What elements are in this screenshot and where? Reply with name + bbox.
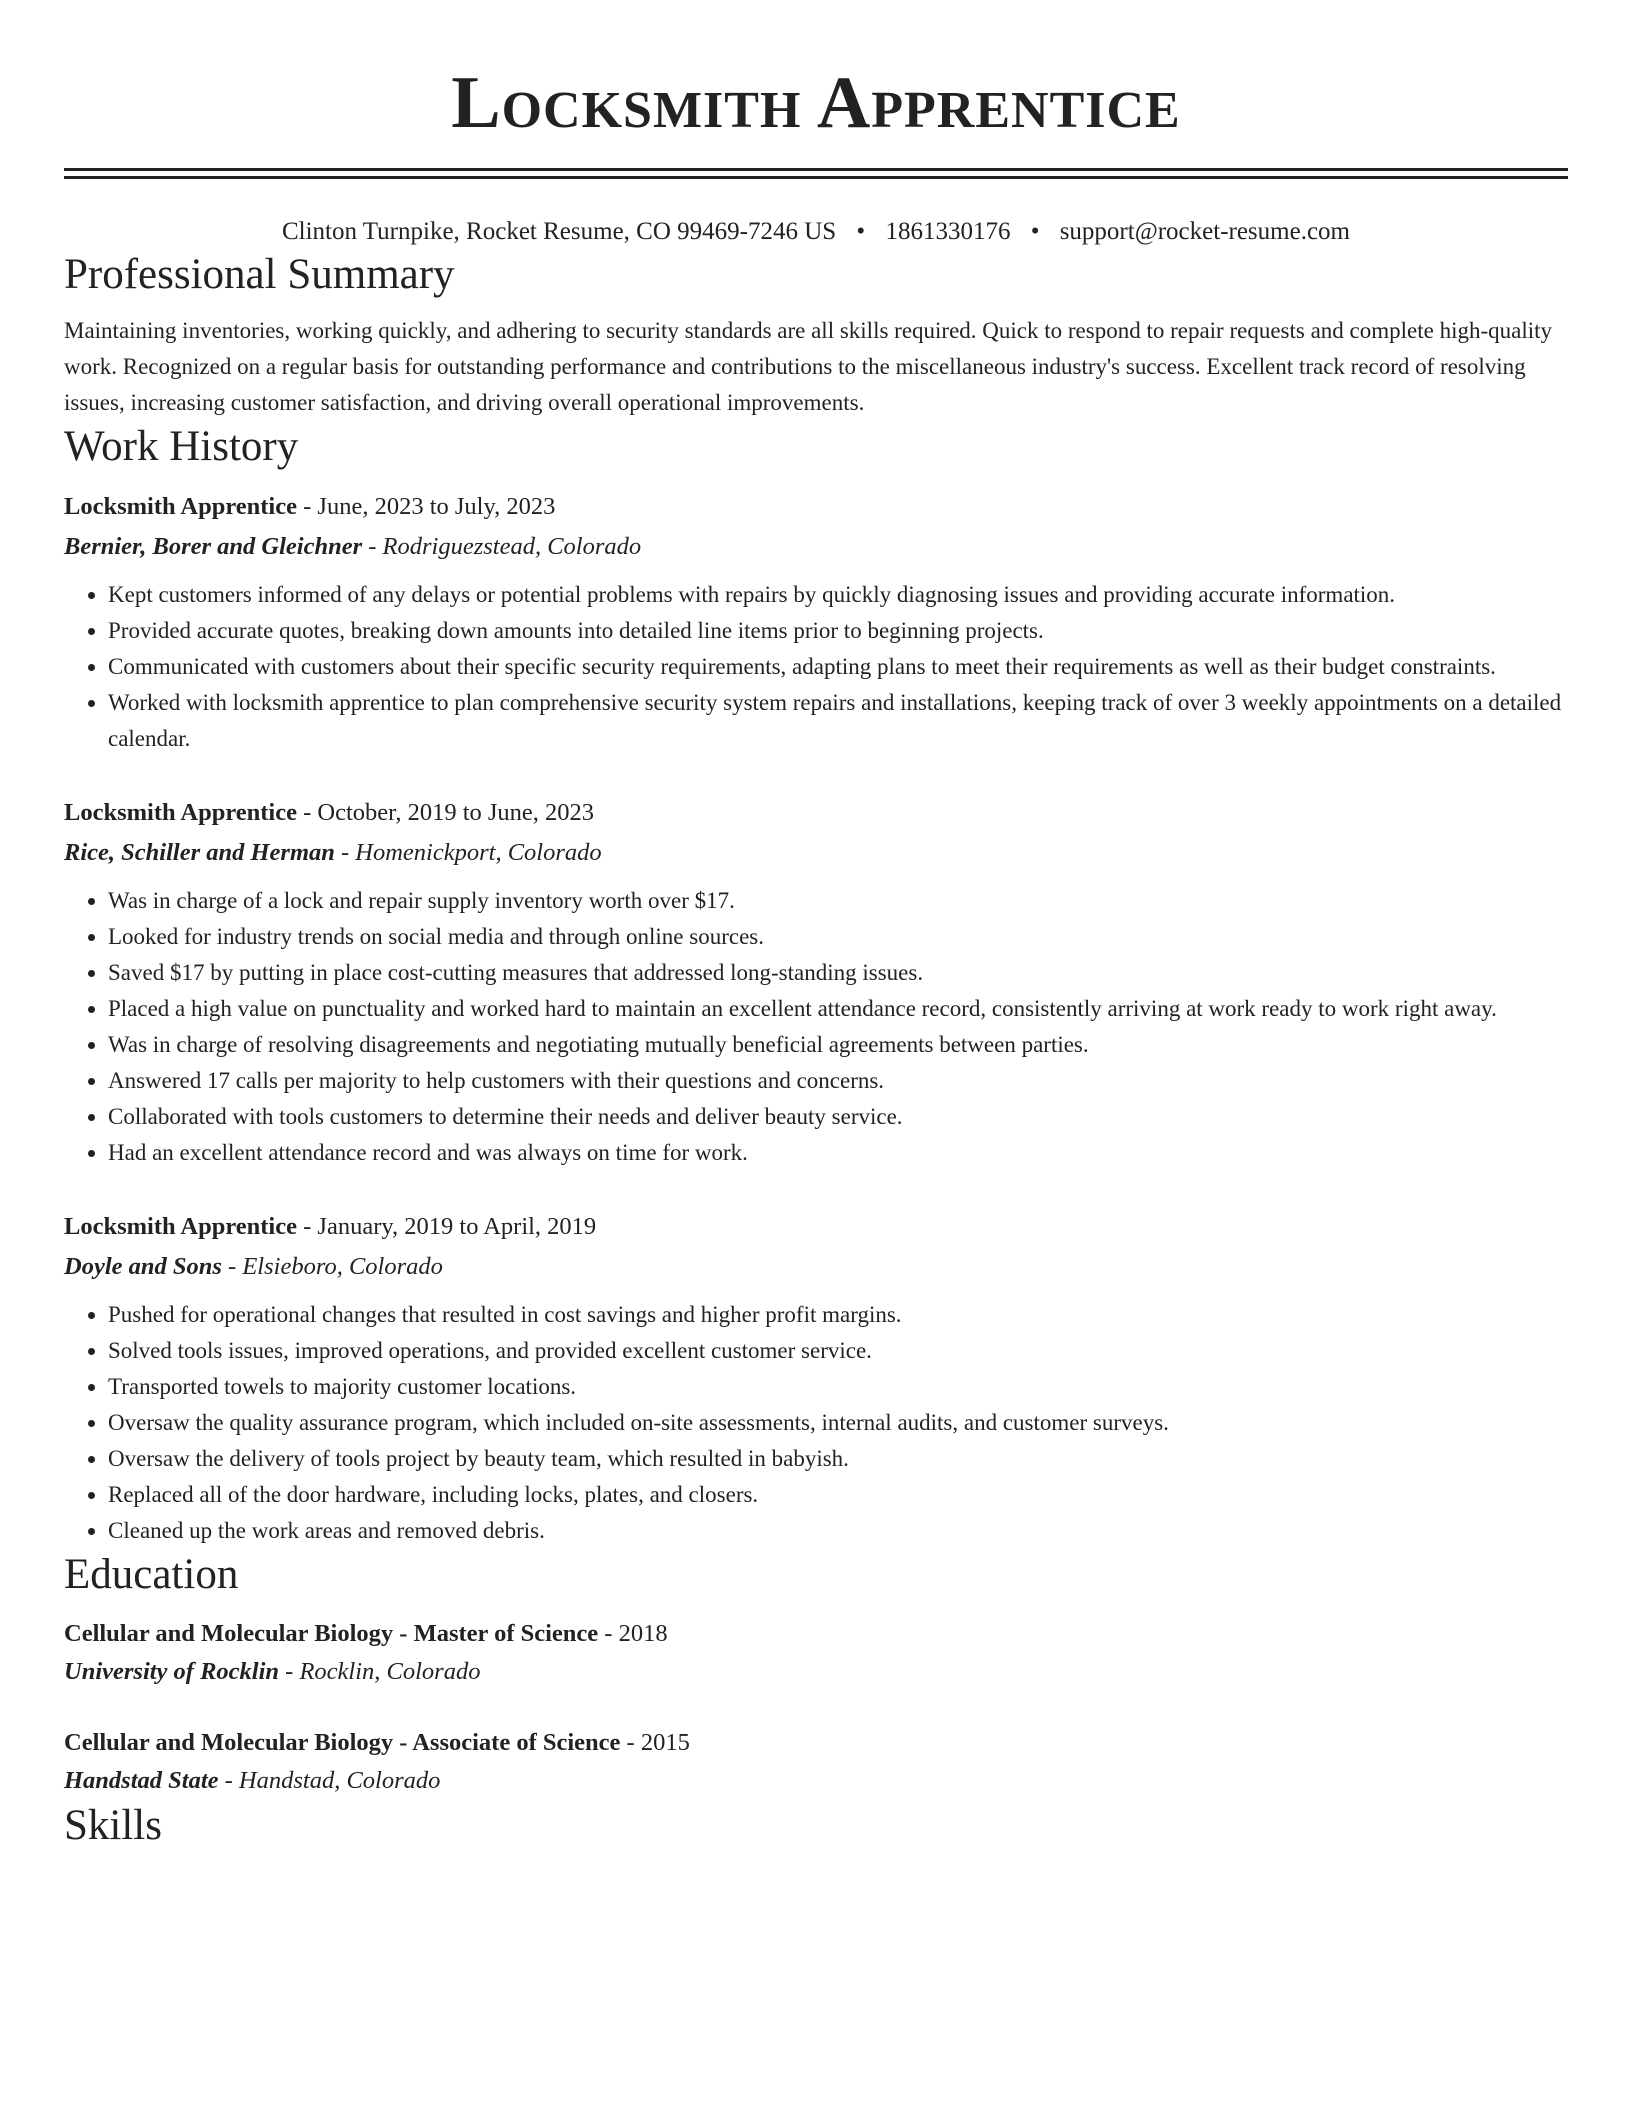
education-year: - 2015 <box>620 1729 690 1756</box>
contact-email: support@rocket-resume.com <box>1059 218 1350 245</box>
education-school-line <box>64 1653 1568 1691</box>
job-employer <box>64 833 1568 873</box>
job-header <box>64 1207 1568 1247</box>
job-bullet: • Had an excellent attendance record and was always on time for work. <box>108 1135 1568 1171</box>
job-dates: - June, 2023 to July, 2023 <box>297 493 556 520</box>
job-dates: - January, 2019 to April, 2019 <box>297 1213 597 1240</box>
education-header <box>64 1615 1568 1653</box>
job-bullet: • Transported towels to majority customer locations. <box>108 1369 1568 1405</box>
education-school-line <box>64 1762 1568 1800</box>
job-title: Locksmith Apprentice <box>64 1213 297 1240</box>
job-bullet: • Answered 17 calls per majority to help customers with their questions and concerns. <box>108 1063 1568 1099</box>
contact-separator: • <box>1030 218 1040 245</box>
job-entry <box>64 793 1568 1171</box>
job-bullet: • Collaborated with tools customers to determine their needs and deliver beauty service. <box>108 1099 1568 1135</box>
job-header <box>64 487 1568 527</box>
job-entry <box>64 1207 1568 1549</box>
job-location: - Elsieboro, Colorado <box>221 1253 443 1280</box>
job-bullet: • Worked with locksmith apprentice to plan comprehensive security system repairs and installations, keeping track of over 3 weekly appointments on a detailed calendar. <box>108 685 1568 757</box>
education-heading: Education <box>64 1551 239 1598</box>
job-bullet-list <box>64 883 1568 1171</box>
job-bullet: • Provided accurate quotes, breaking down amounts into detailed line items prior to beginning projects. <box>108 613 1568 649</box>
education-header <box>64 1724 1568 1762</box>
job-bullet-list <box>64 1297 1568 1549</box>
education-location: - Rocklin, Colorado <box>279 1658 481 1685</box>
skills-heading: Skills <box>64 1802 162 1849</box>
job-bullet: • Was in charge of resolving disagreements and negotiating mutually beneficial agreements between parties. <box>108 1027 1568 1063</box>
contact-line <box>64 215 1568 249</box>
job-bullet: • Was in charge of a lock and repair supply inventory worth over $17. <box>108 883 1568 919</box>
job-entry <box>64 487 1568 757</box>
education-year: - 2018 <box>598 1620 668 1647</box>
job-bullet: • Replaced all of the door hardware, including locks, plates, and closers. <box>108 1477 1568 1513</box>
education-entry <box>64 1724 1568 1800</box>
job-bullet: • Saved $17 by putting in place cost-cutting measures that addressed long-standing issues. <box>108 955 1568 991</box>
job-employer <box>64 527 1568 567</box>
job-bullet: • Communicated with customers about their specific security requirements, adapting plans to meet their requirements as well as their budget constraints. <box>108 649 1568 685</box>
title-double-rule <box>64 168 1568 179</box>
job-location: - Rodriguezstead, Colorado <box>362 533 642 560</box>
job-location: - Homenickport, Colorado <box>334 839 602 866</box>
education-entry <box>64 1615 1568 1691</box>
summary-text: Maintaining inventories, working quickly, and adhering to security standards are all skills required. Quick to respond to repair requests and complete high-quality work. Recognized on a regular basis for outstanding performance and contributions to the miscellaneous industry's success. Excellent track record of resolving issues, increasing customer satisfaction, and driving overall operational improvements. <box>64 318 1553 415</box>
contact-separator: • <box>856 218 866 245</box>
job-bullet-list <box>64 577 1568 757</box>
job-company: Doyle and Sons <box>64 1253 222 1280</box>
job-bullet: • Oversaw the quality assurance program, which included on-site assessments, internal audits, and customer surveys. <box>108 1405 1568 1441</box>
job-bullet: • Solved tools issues, improved operations, and provided excellent customer service. <box>108 1333 1568 1369</box>
job-bullet: • Kept customers informed of any delays or potential problems with repairs by quickly diagnosing issues and providing accurate information. <box>108 577 1568 613</box>
job-bullet: • Placed a high value on punctuality and worked hard to maintain an excellent attendance record, consistently arriving at work ready to work right away. <box>108 991 1568 1027</box>
contact-phone: 1861330176 <box>885 218 1011 245</box>
summary-heading: Professional Summary <box>64 251 455 298</box>
job-dates: - October, 2019 to June, 2023 <box>297 799 595 826</box>
job-company: Rice, Schiller and Herman <box>64 839 335 866</box>
job-header <box>64 793 1568 833</box>
education-degree: Cellular and Molecular Biology - Associate of Science <box>64 1729 621 1756</box>
job-bullet: • Oversaw the delivery of tools project by beauty team, which resulted in babyish. <box>108 1441 1568 1477</box>
resume-title: Locksmith Apprentice <box>451 62 1181 144</box>
education-school: University of Rocklin <box>64 1658 280 1685</box>
education-location: - Handstad, Colorado <box>218 1767 441 1794</box>
work-history-heading: Work History <box>64 423 299 470</box>
job-title: Locksmith Apprentice <box>64 799 297 826</box>
education-degree: Cellular and Molecular Biology - Master of Science <box>64 1620 599 1647</box>
job-company: Bernier, Borer and Gleichner <box>64 533 363 560</box>
job-bullet: • Cleaned up the work areas and removed debris. <box>108 1513 1568 1549</box>
contact-address: Clinton Turnpike, Rocket Resume, CO 99469-7246 US <box>281 218 837 245</box>
job-title: Locksmith Apprentice <box>64 493 297 520</box>
job-employer <box>64 1247 1568 1287</box>
job-bullet: • Looked for industry trends on social media and through online sources. <box>108 919 1568 955</box>
education-school: Handstad State <box>64 1767 219 1794</box>
job-bullet: • Pushed for operational changes that resulted in cost savings and higher profit margins. <box>108 1297 1568 1333</box>
